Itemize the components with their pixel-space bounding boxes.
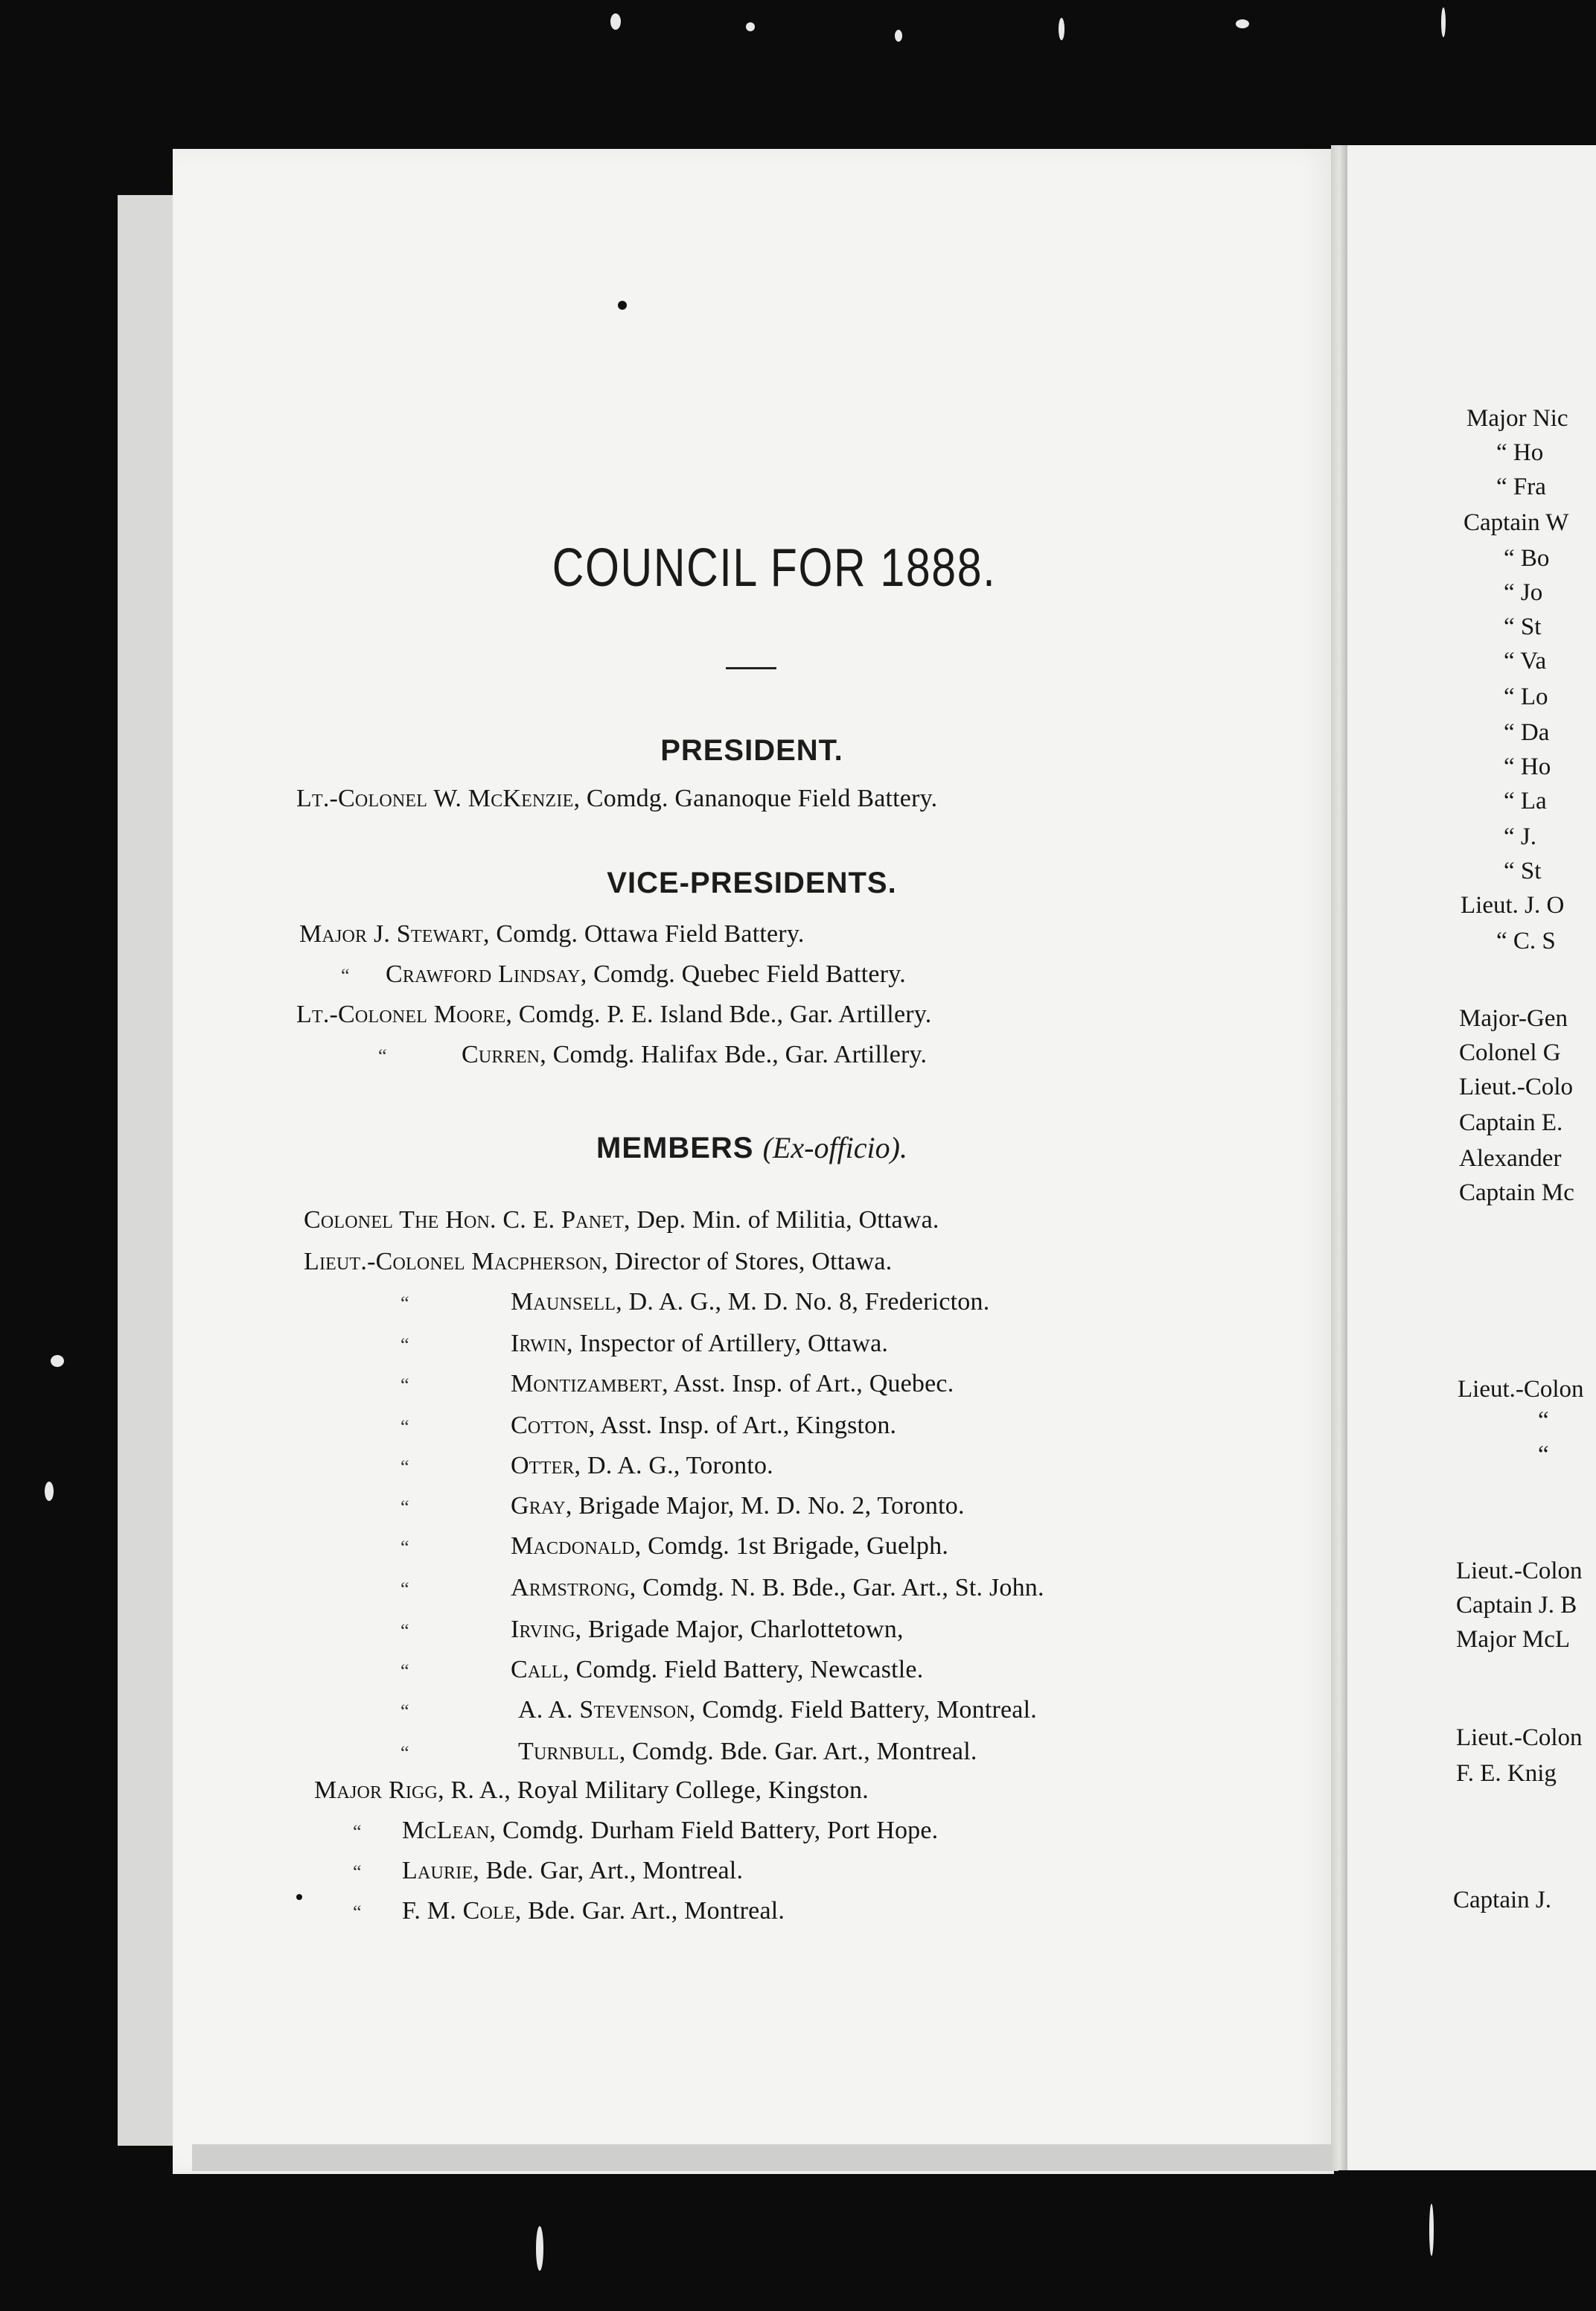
right-page-line: “ Bo	[1504, 545, 1550, 572]
entry-text: Comdg. Quebec Field Battery.	[593, 960, 906, 988]
entry-name: Lieut.-Colonel Macpherson,	[304, 1248, 609, 1275]
entry-text: Inspector of Artillery, Ottawa.	[579, 1330, 889, 1357]
ditto-mark: “	[400, 1334, 409, 1356]
entry-text: Director of Stores, Ottawa.	[614, 1248, 893, 1275]
entry-text: D. A. G., Toronto.	[587, 1452, 773, 1479]
entry-name: Armstrong,	[511, 1574, 636, 1601]
vice-president-line	[462, 1041, 927, 1069]
ditto-mark: “	[341, 965, 350, 986]
vice-president-line	[296, 1001, 931, 1029]
member-line	[511, 1492, 965, 1520]
dust-speck	[51, 1355, 64, 1367]
ditto-mark: “	[400, 1537, 409, 1558]
entry-name: Crawford Lindsay,	[386, 960, 587, 988]
right-page-line: Major Nic	[1466, 405, 1568, 432]
member-line	[304, 1248, 892, 1276]
right-page-line: “ Fra	[1496, 474, 1546, 500]
member-line	[511, 1656, 923, 1684]
right-page-line: “	[1538, 1441, 1549, 1468]
member-line	[314, 1776, 869, 1805]
right-page-line: “ Lo	[1504, 683, 1548, 710]
right-page-line: Captain Mc	[1459, 1179, 1574, 1206]
right-page-line: “ La	[1504, 788, 1547, 815]
ditto-mark: “	[400, 1742, 409, 1764]
entry-name: Macdonald,	[511, 1532, 642, 1560]
right-page-line: Lieut.-Colon	[1456, 1558, 1583, 1584]
right-page-line: “ J.	[1504, 823, 1536, 850]
members-heading-note: (Ex-officio).	[762, 1131, 907, 1164]
dust-speck	[45, 1482, 54, 1501]
right-page-line: Lieut.-Colo	[1459, 1074, 1574, 1100]
right-page-line: F. E. Knig	[1456, 1760, 1557, 1787]
right-page-line: “ Jo	[1504, 579, 1543, 606]
right-page-line: “ C. S	[1496, 928, 1556, 954]
dust-speck	[895, 30, 902, 42]
ditto-mark: “	[400, 1620, 409, 1642]
right-page-line: Lieut.-Colon	[1456, 1724, 1583, 1751]
entry-name: Laurie,	[402, 1857, 479, 1884]
entry-name: Irwin,	[511, 1330, 573, 1357]
entry-name: Montizambert,	[511, 1370, 668, 1397]
right-page-line: Captain J. B	[1456, 1592, 1577, 1619]
entry-text: Comdg. Field Battery, Newcastle.	[575, 1656, 924, 1683]
ditto-mark: “	[353, 1821, 362, 1843]
member-line	[402, 1817, 938, 1845]
member-line	[511, 1370, 954, 1398]
page-gutter	[1331, 145, 1347, 2170]
vice-president-line	[299, 920, 805, 949]
entry-name: Maunsell,	[511, 1288, 622, 1316]
right-page-line: Major McL	[1456, 1626, 1571, 1653]
page-title: COUNCIL FOR 1888.	[552, 538, 997, 598]
right-page-line: “ Va	[1504, 648, 1547, 675]
right-page-line: “ St	[1504, 858, 1542, 884]
member-line	[402, 1897, 785, 1925]
member-line	[511, 1532, 948, 1561]
ditto-mark: “	[400, 1374, 409, 1396]
entry-text: Brigade Major, M. D. No. 2, Toronto.	[578, 1492, 965, 1520]
entry-name: F. M. Cole,	[402, 1897, 522, 1925]
member-line	[511, 1412, 896, 1440]
dust-speck	[1429, 2204, 1434, 2256]
vice-presidents-heading: VICE-PRESIDENTS.	[607, 867, 897, 899]
entry-text: D. A. G., M. D. No. 8, Fredericton.	[628, 1288, 990, 1316]
right-page-line: “ Ho	[1496, 439, 1544, 466]
members-heading-text: MEMBERS	[596, 1132, 754, 1164]
dust-speck	[746, 22, 755, 31]
ink-dot	[618, 301, 627, 310]
members-heading	[342, 1130, 1161, 1165]
dust-speck	[610, 13, 621, 30]
president-heading: PRESIDENT.	[660, 734, 843, 767]
entry-name: McLean,	[402, 1817, 497, 1844]
ditto-mark: “	[400, 1292, 409, 1314]
page-bottom-edge	[192, 2144, 1338, 2171]
member-line	[511, 1330, 888, 1358]
ditto-mark: “	[400, 1416, 409, 1438]
entry-name: Gray,	[511, 1492, 572, 1520]
entry-text: Comdg. N. B. Bde., Gar. Art., St. John.	[642, 1574, 1044, 1601]
vice-president-line	[386, 960, 906, 989]
entry-text: Comdg. Field Battery, Montreal.	[702, 1696, 1037, 1724]
entry-name: Irving,	[511, 1616, 582, 1643]
dust-speck	[1236, 19, 1249, 28]
entry-text: Asst. Insp. of Art., Quebec.	[673, 1370, 954, 1397]
right-page-line: “ Ho	[1504, 753, 1551, 780]
right-page-line: “	[1538, 1407, 1549, 1434]
president-line	[296, 785, 937, 813]
right-page-line: Captain J.	[1453, 1887, 1551, 1913]
ditto-mark: “	[400, 1578, 409, 1600]
entry-name: Otter,	[511, 1452, 581, 1479]
entry-text: Comdg. Bde. Gar. Art., Montreal.	[632, 1738, 977, 1765]
entry-text: Comdg. Gananoque Field Battery.	[586, 785, 938, 812]
title-rule	[726, 667, 776, 669]
entry-name: Cotton,	[511, 1412, 596, 1439]
entry-name: Major J. Stewart,	[299, 920, 490, 948]
right-page-line: Colonel G	[1459, 1039, 1561, 1066]
entry-name: Major Rigg,	[314, 1776, 444, 1804]
entry-text: Bde. Gar, Art., Montreal.	[485, 1857, 744, 1884]
right-page-line: Lieut.-Colon	[1458, 1376, 1584, 1403]
entry-text: Comdg. Halifax Bde., Gar. Artillery.	[552, 1041, 928, 1068]
ditto-mark: “	[400, 1456, 409, 1478]
entry-name: Lt.-Colonel Moore,	[296, 1001, 513, 1028]
entry-text: Dep. Min. of Militia, Ottawa.	[636, 1206, 939, 1234]
ditto-mark: “	[400, 1496, 409, 1518]
member-line	[511, 1452, 773, 1480]
ditto-mark: “	[400, 1700, 409, 1722]
member-line	[511, 1288, 989, 1316]
entry-name: Curren,	[462, 1041, 546, 1068]
entry-name: Lt.-Colonel W. McKenzie,	[296, 785, 581, 812]
dust-speck	[536, 2226, 543, 2271]
entry-text: Comdg. Ottawa Field Battery.	[496, 920, 805, 948]
dust-speck	[1059, 18, 1064, 40]
entry-name: Colonel The Hon. C. E. Panet,	[304, 1206, 631, 1234]
entry-text: R. A., Royal Military College, Kingston.	[450, 1776, 869, 1804]
right-page-line: Captain W	[1463, 509, 1569, 536]
entry-text: Bde. Gar. Art., Montreal.	[528, 1897, 785, 1925]
entry-text: Comdg. Durham Field Battery, Port Hope.	[502, 1817, 939, 1844]
member-line	[518, 1738, 977, 1766]
entry-text: Comdg. P. E. Island Bde., Gar. Artillery.	[518, 1001, 932, 1028]
ditto-mark: “	[353, 1861, 362, 1883]
right-page-line: Lieut. J. O	[1461, 892, 1565, 919]
ditto-mark: “	[400, 1660, 409, 1682]
member-line	[518, 1696, 1037, 1724]
right-page-line: “ St	[1504, 613, 1542, 640]
member-line	[402, 1857, 743, 1885]
member-line	[511, 1616, 904, 1644]
entry-text: Comdg. 1st Brigade, Guelph.	[648, 1532, 949, 1560]
entry-name: Call,	[511, 1656, 569, 1683]
ditto-mark: “	[378, 1045, 387, 1067]
right-page-line: Alexander	[1459, 1145, 1562, 1172]
right-page-line: Major-Gen	[1459, 1005, 1568, 1032]
right-page-line: Captain E.	[1459, 1109, 1563, 1136]
entry-name: A. A. Stevenson,	[518, 1696, 696, 1724]
dust-speck	[1441, 7, 1446, 37]
member-line	[511, 1574, 1044, 1602]
member-line	[304, 1206, 939, 1234]
entry-text: Asst. Insp. of Art., Kingston.	[600, 1412, 897, 1439]
right-page-line: “ Da	[1504, 719, 1550, 746]
entry-name: Turnbull,	[518, 1738, 626, 1765]
entry-text: Brigade Major, Charlottetown,	[588, 1616, 904, 1643]
ink-dot	[296, 1894, 302, 1900]
ditto-mark: “	[353, 1902, 362, 1923]
